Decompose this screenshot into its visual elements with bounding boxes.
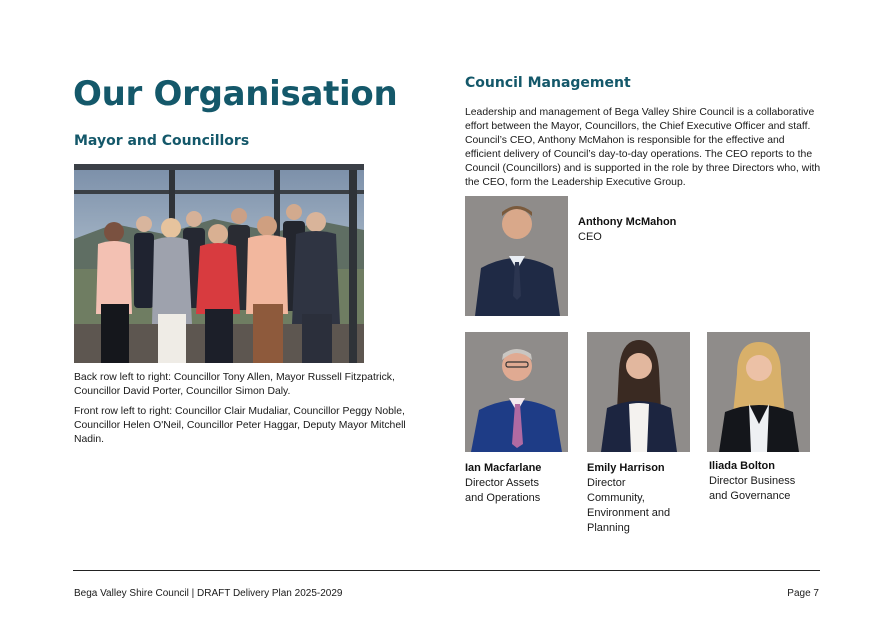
director-role: Director Business and Governance bbox=[709, 475, 796, 502]
director-role: Director Assets and Operations bbox=[465, 477, 541, 504]
ceo-portrait bbox=[465, 196, 568, 316]
section-heading-council-management: Council Management bbox=[465, 75, 631, 91]
councillors-group-photo bbox=[74, 164, 364, 363]
ceo-name: Anthony McMahon bbox=[578, 216, 677, 228]
director-name: Iliada Bolton bbox=[709, 460, 775, 472]
caption-front-row: Front row left to right: Councillor Clair Mudaliar, Councillor Peggy Noble, Councillor Helen O'Neil, Councillor Peter Haggar, Deputy Mayor Mitchell Nadin. bbox=[74, 406, 406, 445]
director-portrait-ian-macfarlane bbox=[465, 332, 568, 452]
director-info-iliada-bolton bbox=[709, 459, 824, 504]
director-role: Director Community, Environment and Planning bbox=[587, 477, 671, 534]
ceo-info bbox=[578, 215, 676, 245]
section-heading-mayor-councillors: Mayor and Councillors bbox=[74, 133, 250, 149]
director-portrait-iliada-bolton bbox=[707, 332, 810, 452]
director-name: Emily Harrison bbox=[587, 462, 665, 474]
council-management-intro: Leadership and management of Bega Valley Shire Council is a collaborative effort between the Mayor, Councillors, the Chief Executive Officer and staff. Council’s CEO, Anthony McMahon is responsible for the effective and efficient delivery of Council’s day-to-day operations. The CEO reports to the Council (Councillors) and is supported in the role by three Directors who, with the CEO, form the Leadership Executive Group. bbox=[465, 107, 821, 188]
director-info-ian-macfarlane bbox=[465, 461, 580, 506]
director-name: Ian Macfarlane bbox=[465, 462, 542, 474]
director-info-emily-harrison bbox=[587, 461, 702, 536]
footer-page-number: Page 7 bbox=[787, 588, 819, 599]
footer-document-title: Bega Valley Shire Council | DRAFT Delivery Plan 2025-2029 bbox=[74, 588, 343, 599]
caption-back-row: Back row left to right: Councillor Tony Allen, Mayor Russell Fitzpatrick, Councillor David Porter, Councillor Simon Daly. bbox=[74, 372, 395, 397]
footer-divider bbox=[73, 570, 820, 571]
director-portrait-emily-harrison bbox=[587, 332, 690, 452]
ceo-role: CEO bbox=[578, 231, 602, 243]
page-title: Our Organisation bbox=[73, 74, 398, 114]
